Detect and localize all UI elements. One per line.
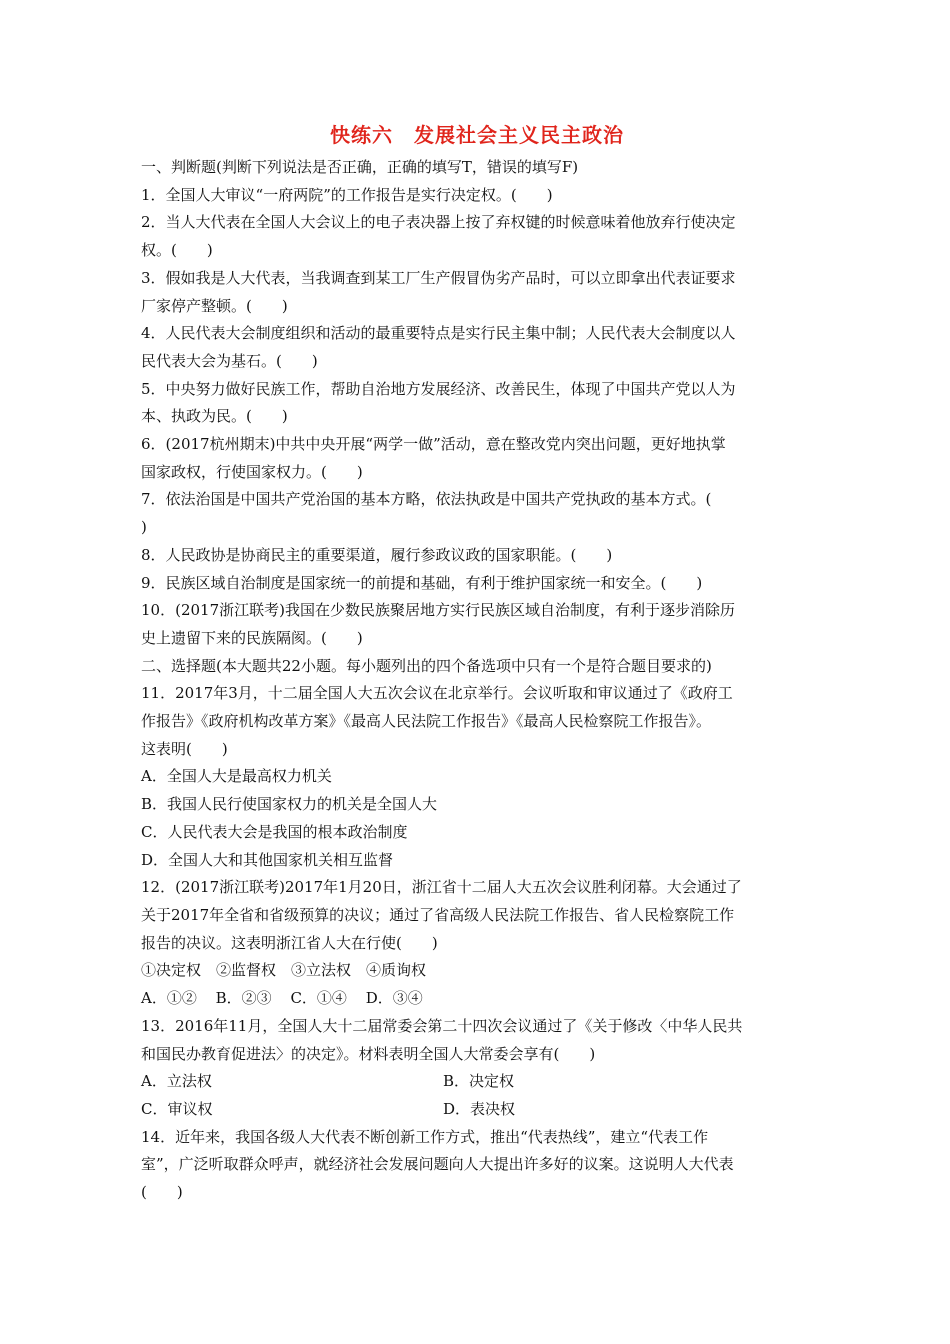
section-header-judgment: 一、判断题(判断下列说法是否正确，正确的填写T，错误的填写F)	[141, 158, 579, 176]
judgment-q6-line2: 国家政权，行使国家权力。( )	[141, 462, 363, 481]
q11-option-a: A．全国人大是最高权力机关	[141, 767, 332, 786]
judgment-q5-line2: 本、执政为民。( )	[141, 407, 288, 426]
judgment-q5-line1: 5．中央努力做好民族工作，帮助自治地方发展经济、改善民生，体现了中国共产党以人为	[141, 379, 736, 398]
q14-stem-line3: ( )	[141, 1183, 183, 1202]
q11-stem-line2: 作报告》《政府机构改革方案》《最高人民法院工作报告》《最高人民检察院工作报告》。	[141, 712, 712, 731]
q13-option-b: B．决定权	[443, 1072, 515, 1091]
question-14	[141, 1124, 813, 1207]
q12-option-b: B．②③	[215, 989, 272, 1008]
q12-options	[141, 985, 813, 1013]
judgment-q7-line1: 7．依法治国是中国共产党治国的基本方略，依法执政是中国共产党执政的基本方式。(	[141, 490, 712, 509]
q13-stem-line1: 13．2016年11月，全国人大十二届常委会第二十四次会议通过了《关于修改〈中华人民共	[141, 1016, 743, 1035]
q14-stem-line1: 14．近年来，我国各级人大代表不断创新工作方式，推出“代表热线”，建立“代表工作	[141, 1127, 709, 1146]
judgment-q4-line2: 民代表大会为基石。( )	[141, 351, 318, 370]
page-title: 快练六 发展社会主义民主政治	[330, 123, 624, 147]
q12-stem-line3: 报告的决议。这表明浙江省人大在行使( )	[141, 933, 438, 952]
q12-stem-line1: 12．(2017浙江联考)2017年1月20日，浙江省十二届人大五次会议胜利闭幕。大会通过了	[141, 878, 742, 897]
judgment-q9-line1: 9．民族区域自治制度是国家统一的前提和基础，有利于维护国家统一和安全。( )	[141, 573, 703, 592]
judgment-q7-line2: )	[141, 518, 147, 537]
judgment-q3-line2: 厂家停产整顿。( )	[141, 296, 288, 315]
q13-option-a: A．立法权	[141, 1072, 212, 1091]
question-11	[141, 680, 813, 874]
q12-option-a: A．①②	[141, 989, 197, 1008]
q14-stem-line2: 室”，广泛听取群众呼声，就经济社会发展问题向人大提出许多好的议案。这说明人大代表	[141, 1155, 734, 1174]
q11-stem-line1: 11．2017年3月，十二届全国人大五次会议在北京举行。会议听取和审议通过了《政府工	[141, 684, 733, 703]
q13-options-row2	[141, 1096, 813, 1124]
q13-options-row1	[141, 1068, 813, 1096]
q12-stem-line2: 关于2017年全省和省级预算的决议；通过了省高级人民法院工作报告、省人民检察院工作	[141, 905, 735, 924]
judgment-q2-line1: 2．当人大代表在全国人大会议上的电子表决器上按了弃权键的时候意味着他放弃行使决定	[141, 213, 736, 232]
question-12	[141, 874, 813, 1013]
q13-option-d: D．表决权	[443, 1099, 516, 1118]
section-header-choice: 二、选择题(本大题共22小题。每小题列出的四个备选项中只有一个是符合题目要求的)	[141, 656, 712, 675]
judgment-q3-line1: 3．假如我是人大代表，当我调查到某工厂生产假冒伪劣产品时，可以立即拿出代表证要求	[141, 268, 736, 287]
judgment-q1-line1: 1．全国人大审议“一府两院”的工作报告是实行决定权。( )	[141, 185, 553, 204]
judgment-q2-line2: 权。( )	[141, 241, 213, 260]
document-page	[141, 118, 813, 1207]
q12-option-d: D．③④	[365, 989, 423, 1008]
judgment-q10-line2: 史上遗留下来的民族隔阂。( )	[141, 628, 363, 647]
q11-option-b: B．我国人民行使国家权力的机关是全国人大	[141, 795, 438, 814]
question-13	[141, 1013, 813, 1124]
q11-stem-line3: 这表明( )	[141, 739, 228, 758]
q12-items: ①决定权 ②监督权 ③立法权 ④质询权	[141, 961, 427, 980]
judgment-q10-line1: 10．(2017浙江联考)我国在少数民族聚居地方实行民族区域自治制度，有利于逐步消除历	[141, 601, 735, 620]
judgment-q4-line1: 4．人民代表大会制度组织和活动的最重要特点是实行民主集中制；人民代表大会制度以人	[141, 324, 736, 343]
judgment-list	[141, 182, 813, 653]
q13-option-c: C．审议权	[141, 1099, 213, 1118]
q11-option-c: C．人民代表大会是我国的根本政治制度	[141, 822, 408, 841]
judgment-q8-line1: 8．人民政协是协商民主的重要渠道，履行参政议政的国家职能。( )	[141, 545, 613, 564]
q12-option-c: C．①④	[290, 989, 347, 1008]
judgment-q6-line1: 6．(2017杭州期末)中共中央开展“两学一做”活动，意在整改党内突出问题，更好地执掌	[141, 435, 726, 454]
q11-option-d: D．全国人大和其他国家机关相互监督	[141, 850, 394, 869]
q13-stem-line2: 和国民办教育促进法〉的决定》。材料表明全国人大常委会享有( )	[141, 1044, 596, 1063]
